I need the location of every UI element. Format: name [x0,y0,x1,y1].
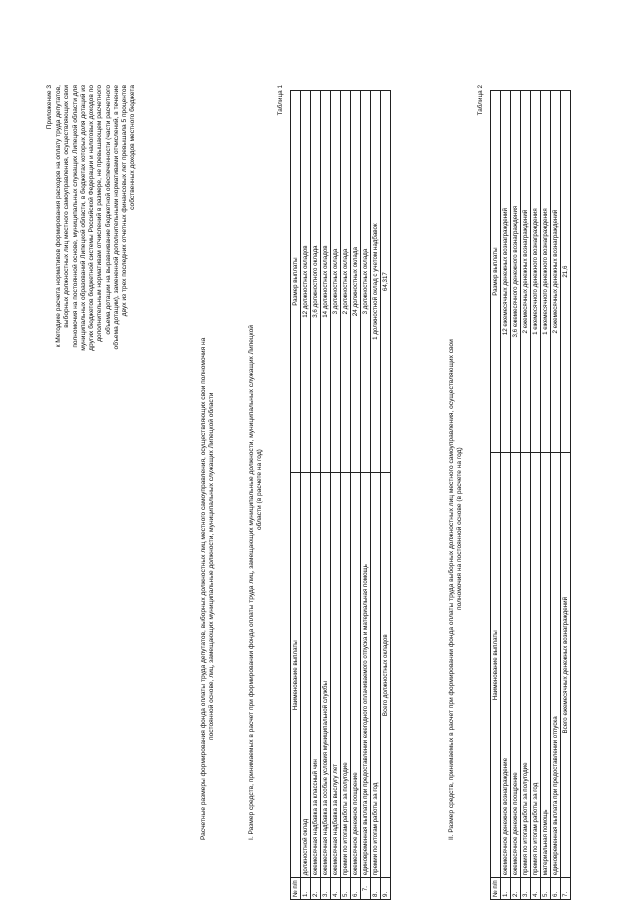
table-row [531,91,541,900]
table1-label: Таблица 1 [277,85,284,116]
appendix-line: муниципальных образований Липецкой области, в бюджетах которых доля дотаций из [79,85,87,351]
table-row [321,91,331,900]
heading-line: Расчетные размеры формирования фонда оплаты труда депутатов, выборных должностных лиц местного самоуправления, осуществляющих свои полномочия на [200,337,207,840]
table-row [511,91,521,900]
header-cell: № п/п [491,878,501,900]
payment-amount: 1 ежемесячного денежного вознаграждения [531,91,541,453]
table-header-row [491,91,501,900]
payment-amount: 2 должностных оклада [341,91,351,473]
payment-name: премии по итогам работы за год [371,473,381,878]
section2-title [448,100,464,840]
appendix-title: Приложение 3 [46,85,53,130]
row-number: 5. [341,878,351,900]
table2-label: Таблица 2 [477,85,484,116]
row-number: 1. [501,878,511,900]
header-cell: Размер выплаты [291,91,301,473]
total-value: 21,6 [561,91,571,453]
appendix-line: других бюджетов бюджетной системы Российской Федерации и налоговых доходов по [88,85,96,351]
header-cell: Наименование выплаты [291,473,301,878]
appendix-line: дополнительным нормативам отчислений в размере, не превышающем расчетного [96,85,104,342]
appendix-line: полномочия на постоянной основе, муниципальных служащих Липецкой области для [71,85,79,348]
payment-amount: 3,6 должностного оклада [311,91,321,473]
total-label: Всего должностных окладов [381,473,391,878]
payment-name: ежемесячное денежное вознаграждение [501,453,511,878]
row-number: 7. [561,878,571,900]
appendix-line: объема дотации на выравнивание бюджетной обеспеченности (части расчетного [104,85,112,335]
table-row [361,91,371,900]
table-row [311,91,321,900]
appendix-line: выборных должностных лиц местного самоуправления, осуществляющих свои [63,85,71,328]
row-number: 7. [361,878,371,900]
payment-amount: 2 ежемесячных денежных вознаграждений [551,91,561,453]
payment-amount: 1 должностной оклад с учетом надбавок [371,91,381,473]
payment-amount: 1 ежемесячного денежного вознаграждения [541,91,551,453]
table-row [551,91,561,900]
row-number: 6. [551,878,561,900]
table-row [371,91,381,900]
row-number: 1. [301,878,311,900]
total-value: 64,317 [381,91,391,473]
table-total-row [561,91,571,900]
payment-name: ежемесячная надбавка за классный чин [311,473,321,878]
section1-title [248,100,264,840]
header-cell: № п/п [291,878,301,900]
header-cell: Размер выплаты [491,91,501,453]
total-label: Всего ежемесячных денежных вознаграждений [561,453,571,878]
section1-title-line: области (в расчете на год) [256,449,264,530]
section2-title-line: полномочия на постоянной основе (в расчете на год) [456,447,464,610]
row-number: 2. [511,878,521,900]
section1-title-line: I. Размер средств, принимаемых в расчет при формировании фонда оплаты труда лиц, замещающих муниципальные должности, муниципальных служащих Липецкой [248,325,255,840]
payment-name: премия по итогам работы за год [531,453,541,878]
payment-name: материальная помощь [541,453,551,878]
payment-amount: 14 должностных окладов [321,91,331,473]
payment-amount: 12 ежемесячных денежных вознаграждений [501,91,511,453]
payment-name: ежемесячная надбавка за особые условия муниципальной службы [321,473,331,878]
document-heading [200,240,216,840]
table-1 [290,90,391,900]
row-number: 8. [371,878,381,900]
payment-name: ежемесячная надбавка за выслугу лет [331,473,341,878]
section2-title-line: II. Размер средств, принимаемых в расчет при формировании фонда оплаты труда выборных должностных лиц местного самоуправления, осуществляющих свои [448,339,455,840]
row-number: 3. [321,878,331,900]
table-total-row [381,91,391,900]
payment-name: премия по итогам работы за полугодие [521,453,531,878]
table-header-row [291,91,301,900]
appendix-line: собственных доходов местного бюджета [129,85,137,210]
row-number: 5. [541,878,551,900]
table-row [341,91,351,900]
payment-amount: 3 должностных оклада [361,91,371,473]
appendix-line: двух из трех последних отчетных финансовых лет превышала 5 процентов [121,85,129,317]
payment-name: единовременная выплата при предоставлении ежегодного оплачиваемого отпуска и материальная помощь [361,473,371,878]
payment-amount: 3,6 ежемесячного денежного вознаграждения [511,91,521,453]
row-number: 4. [531,878,541,900]
heading-line: постоянной основе, лиц, замещающих муниципальные должности, муниципальных служащих Липецкой области [208,392,216,740]
payment-amount: 24 должностных оклада [351,91,361,473]
appendix-block [46,85,138,385]
payment-name: ежемесячное денежное поощрение [351,473,361,878]
table-row [331,91,341,900]
row-number: 6. [351,878,361,900]
row-number: 4. [331,878,341,900]
table-row [351,91,361,900]
payment-amount: 3 должностных оклада [331,91,341,473]
payment-name: единовременная выплата при предоставлении отпуска [551,453,561,878]
payment-amount: 12 должностных окладов [301,91,311,473]
payment-name: должностной оклад [301,473,311,878]
payment-name: премии по итогам работы за полугодие [341,473,351,878]
payment-name: ежемесячное денежное поощрение [511,453,521,878]
table-2 [490,90,571,900]
appendix-line: к Методике расчета нормативов формирования расходов на оплату труда депутатов, [55,85,63,348]
table-row [501,91,511,900]
header-cell: Наименование выплаты [491,453,501,878]
table-row [541,91,551,900]
table-row [521,91,531,900]
row-number: 3. [521,878,531,900]
appendix-line: объема дотации), замененной дополнительными нормативами отчислений, в течение [112,85,120,350]
table-row [301,91,311,900]
row-number: 9. [381,878,391,900]
row-number: 2. [311,878,321,900]
payment-amount: 2 ежемесячных денежных вознаграждений [521,91,531,453]
